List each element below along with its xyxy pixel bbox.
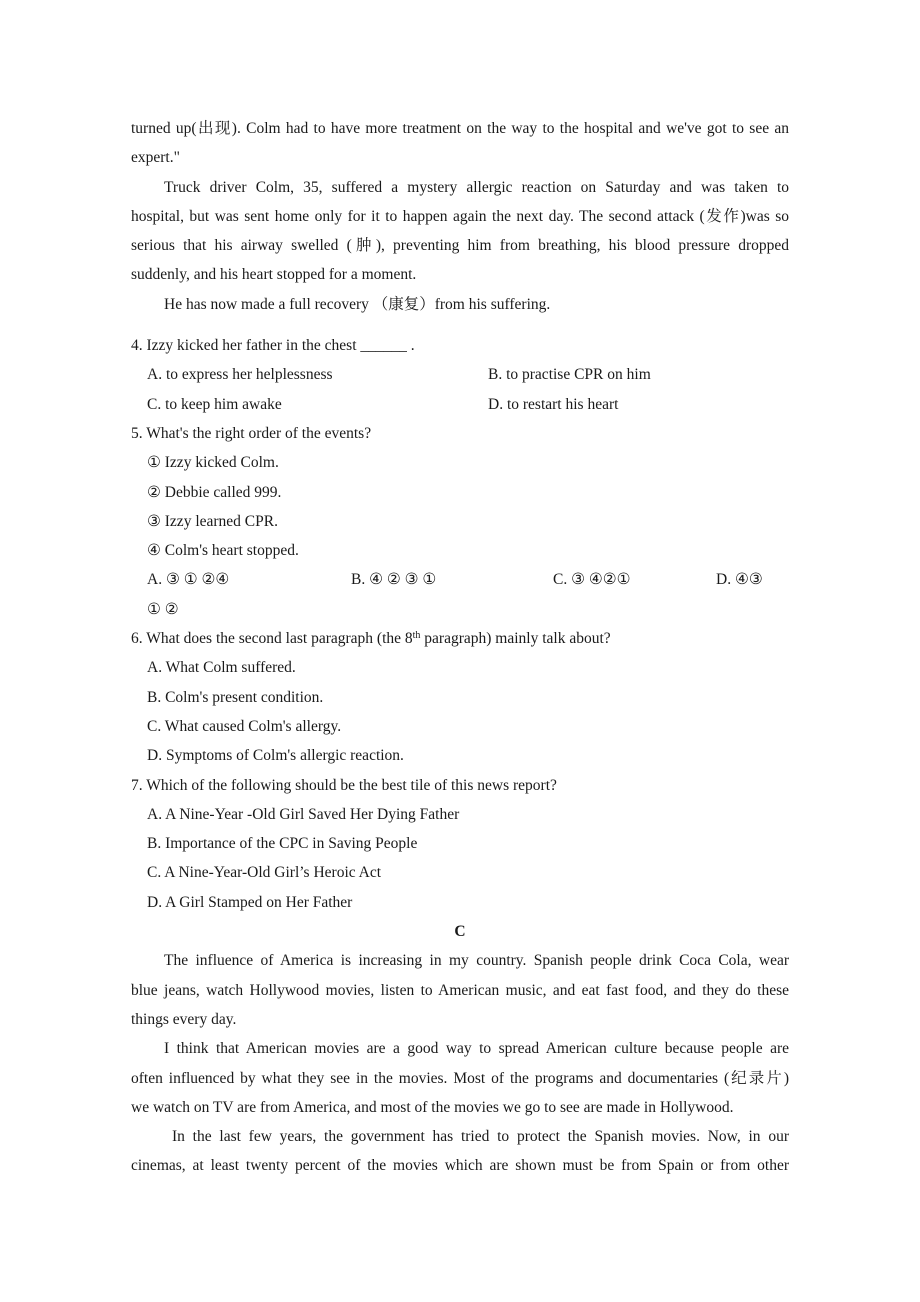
option-b: B. to practise CPR on him — [488, 366, 651, 384]
option-a: A. What Colm suffered. — [147, 659, 296, 677]
option-c: C. ③ ④②① — [553, 571, 631, 589]
event-item: ③ Izzy learned CPR. — [147, 512, 278, 530]
question-4-options-row-2 — [131, 390, 789, 419]
option-a: A. to express her helplessness — [147, 366, 333, 384]
question-4-options-row-1 — [131, 360, 789, 389]
option-b: B. ④ ② ③ ① — [351, 571, 437, 589]
section-heading: C — [454, 923, 466, 941]
event-item: ④ Colm's heart stopped. — [147, 542, 299, 560]
passage-c-line: we watch on TV are from America, and most of the movies we go to see are made in Hollywood. — [131, 1098, 734, 1116]
option-c: C. to keep him awake — [147, 395, 282, 413]
question-5-options — [131, 565, 789, 594]
passage-c-line: The influence of America is increasing in my country. Spanish people drink Coca Cola, wear — [164, 952, 789, 970]
passage-b-line: expert." — [131, 149, 180, 167]
passage-c-line: I think that American movies are a good way to spread American culture because people are — [164, 1040, 789, 1058]
passage-b-line: hospital, but was sent home only for it to happen again the next day. The second attack (发作)was so — [131, 207, 789, 225]
event-item: ① Izzy kicked Colm. — [147, 454, 279, 472]
option-d: D. ④③ — [716, 571, 763, 589]
passage-b-line: serious that his airway swelled (肿), preventing him from breathing, his blood pressure dropped — [131, 237, 789, 255]
option-d: D. to restart his heart — [488, 395, 619, 413]
option-c: C. A Nine-Year-Old Girl’s Heroic Act — [147, 864, 382, 882]
passage-c-line: cinemas, at least twenty percent of the movies which are shown must be from Spain or from other — [131, 1157, 789, 1175]
question-6-stem: 6. What does the second last paragraph (the 8th paragraph) mainly talk about? — [131, 630, 611, 648]
option-a: A. ③ ① ②④ — [147, 571, 230, 589]
document-page — [131, 114, 789, 1181]
option-b: B. Colm's present condition. — [147, 688, 324, 706]
event-item: ② Debbie called 999. — [147, 483, 282, 501]
passage-c-line: often influenced by what they see in the movies. Most of the programs and documentaries (纪录片) — [131, 1069, 789, 1087]
option-d: D. A Girl Stamped on Her Father — [147, 893, 353, 911]
question-4-stem: 4. Izzy kicked her father in the chest ______ . — [131, 337, 415, 355]
passage-c-line: In the last few years, the government has tried to protect the Spanish movies. Now, in our — [172, 1128, 789, 1146]
passage-b-line: Truck driver Colm, 35, suffered a mystery allergic reaction on Saturday and was taken to — [164, 178, 789, 196]
option-d: D. Symptoms of Colm's allergic reaction. — [147, 747, 404, 765]
question-5-stem: 5. What's the right order of the events? — [131, 424, 372, 442]
passage-b-line: suddenly, and his heart stopped for a moment. — [131, 266, 417, 284]
passage-b-line: He has now made a full recovery （康复）from his suffering. — [164, 295, 551, 313]
option-a: A. A Nine-Year -Old Girl Saved Her Dying Father — [147, 805, 460, 823]
passage-c-line: blue jeans, watch Hollywood movies, listen to American music, and eat fast food, and they do these — [131, 981, 789, 999]
question-7-stem: 7. Which of the following should be the best tile of this news report? — [131, 776, 557, 794]
option-c: C. What caused Colm's allergy. — [147, 717, 342, 735]
option-d-continued: ① ② — [147, 600, 179, 618]
superscript: th — [412, 630, 421, 642]
passage-c-line: things every day. — [131, 1010, 237, 1028]
passage-b-line: turned up(出现). Colm had to have more treatment on the way to the hospital and we've got to see an — [131, 120, 789, 137]
option-b: B. Importance of the CPC in Saving People — [147, 835, 418, 853]
